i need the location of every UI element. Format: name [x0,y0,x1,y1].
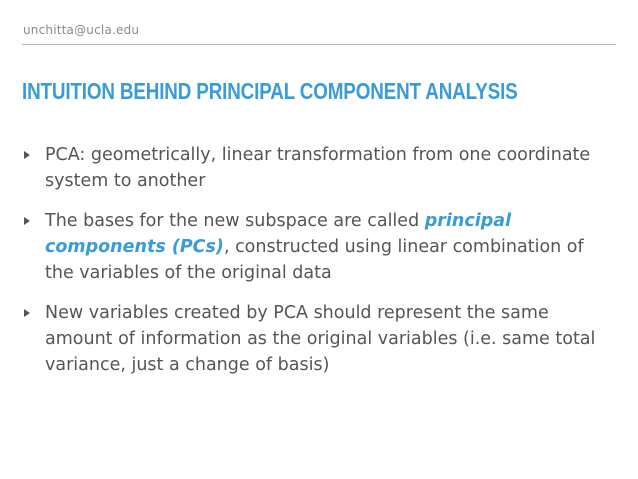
header-divider [22,44,616,45]
triangle-bullet-icon [24,151,30,159]
triangle-bullet-icon [24,309,30,317]
bullet-list [24,142,614,392]
author-email: unchitta@ucla.edu [23,23,140,37]
emphasized-term: principal components (PCs) [45,211,512,257]
bullet-text-before: The bases for the new subspace are called [45,211,425,231]
bullet-item-2 [24,208,614,286]
slide-title: INTUITION BEHIND PRINCIPAL COMPONENT ANALYSIS [22,78,518,104]
bullet-text: PCA: geometrically, linear transformation from one coordinate system to another [45,145,591,191]
bullet-item-1 [24,142,614,194]
bullet-text: New variables created by PCA should represent the same amount of information as the original variables (i.e. same total variance, just a change of basis) [45,303,596,375]
triangle-bullet-icon [24,217,30,225]
bullet-item-3 [24,300,614,378]
bullet-text-after: , constructed using linear combination of the variables of the original data [45,237,584,283]
